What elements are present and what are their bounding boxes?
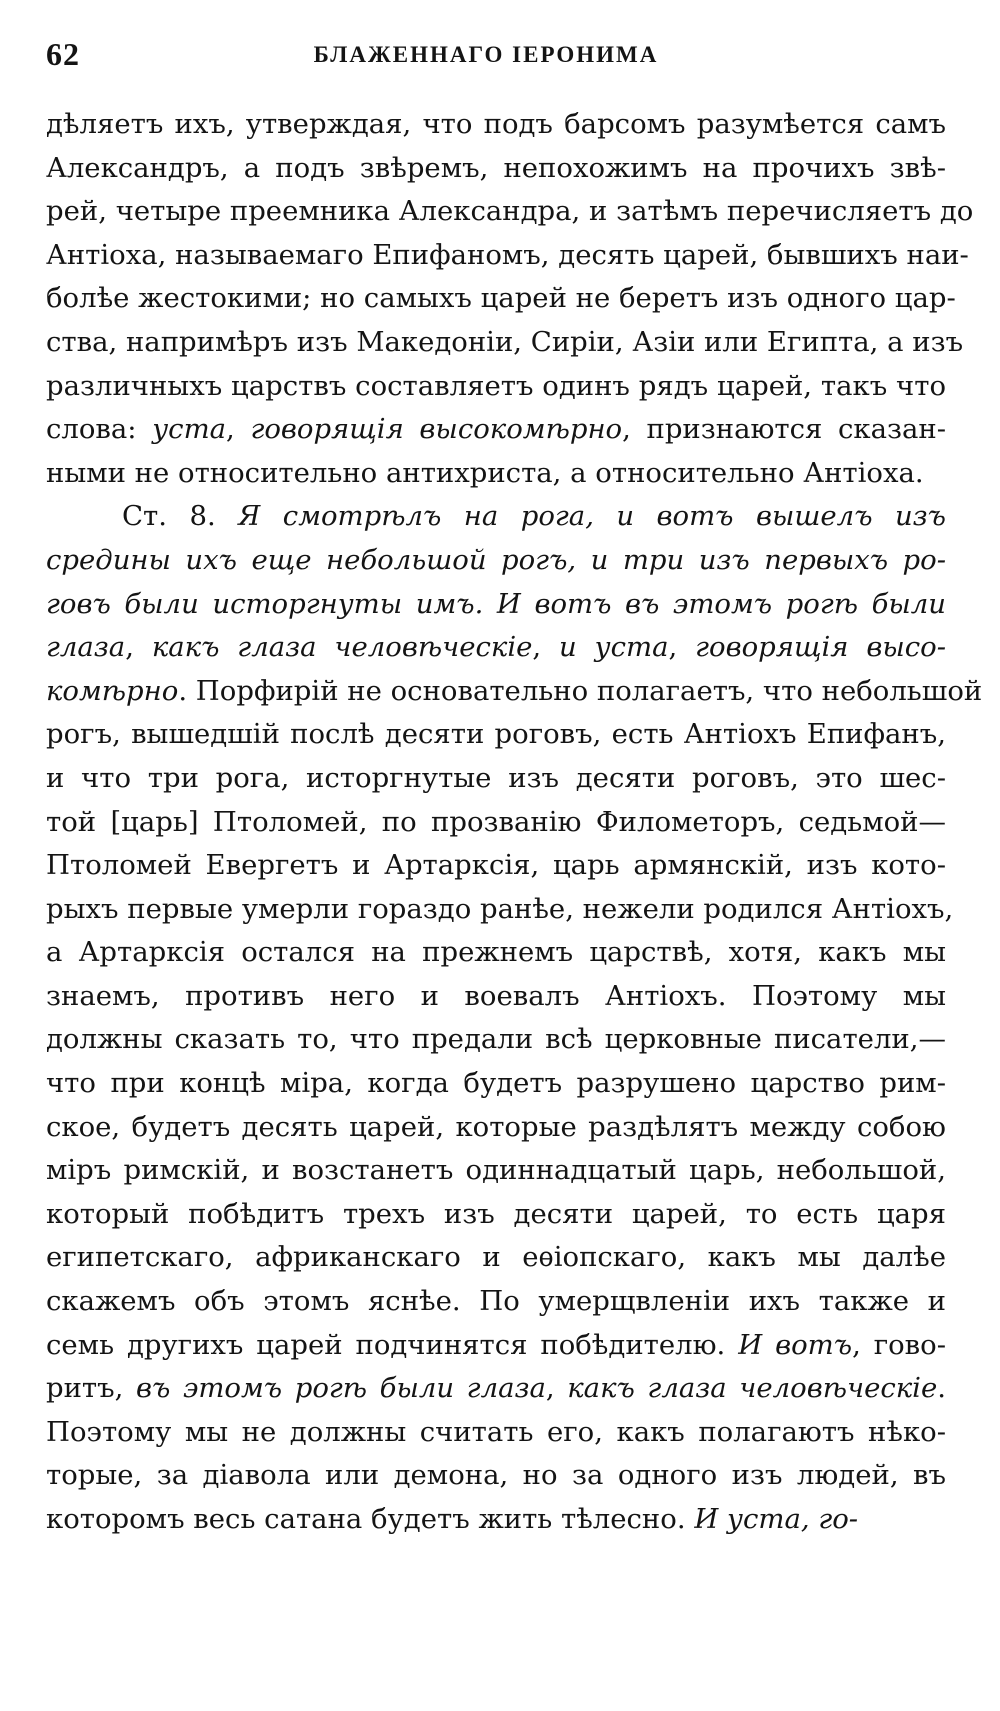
text-run: болѣе жестокими; но самыхъ царей не беретъ изъ одного цар-	[46, 282, 956, 315]
text-line	[46, 1236, 946, 1280]
text-line	[46, 757, 946, 801]
text-line	[46, 1367, 946, 1411]
text-run: ства, напримѣръ изъ Македоніи, Сиріи, Азіи или Египта, а изъ	[46, 325, 964, 358]
text-run: , признаются сказан-	[622, 413, 947, 446]
text-line	[46, 408, 946, 452]
text-line	[46, 626, 946, 670]
text-line	[46, 365, 946, 409]
text-run: что при концѣ міра, когда будетъ разрушено царство рим-	[46, 1067, 946, 1100]
text-run: рогъ, вышедшій послѣ десяти роговъ, есть Антіохъ Епифанъ,	[46, 718, 946, 751]
text-line	[46, 1149, 946, 1193]
text-run: различныхъ царствъ составляетъ одинъ рядъ царей, такъ что	[46, 369, 946, 402]
text-line	[46, 844, 946, 888]
text-run: , гово-	[852, 1328, 947, 1361]
italic-text: говорящія высо-	[695, 631, 947, 664]
text-run: . Порфирій не основательно полагаетъ, что небольшой	[178, 674, 983, 707]
italic-text: комѣрно	[46, 674, 179, 707]
text-run: ными не относительно антихриста, а относительно Антіоха.	[46, 456, 924, 489]
text-run: ,	[125, 631, 152, 664]
text-line	[46, 583, 946, 627]
text-line	[46, 1324, 946, 1368]
text-run: Птоломей Евергетъ и Артарксія, царь армянскій, изъ кото-	[46, 849, 946, 882]
text-run: скажемъ объ этомъ яснѣе. По умерщвленіи ихъ также и	[46, 1285, 946, 1318]
text-run: той [царь] Птоломей, по прозванію Филометоръ, седьмой—	[46, 805, 946, 838]
italic-text: , го-	[800, 1503, 859, 1535]
text-run: дѣляетъ ихъ, утверждая, что подъ барсомъ разумѣется самъ	[46, 108, 946, 140]
text-line	[46, 1498, 946, 1542]
text-line	[46, 1018, 946, 1062]
text-line	[46, 190, 974, 234]
italic-text: уста	[152, 413, 227, 446]
text-line	[46, 1193, 946, 1237]
text-line	[46, 931, 946, 975]
text-run: Александръ, а подъ звѣремъ, непохожимъ на прочихъ звѣ-	[46, 151, 946, 184]
text-line	[46, 713, 946, 757]
page-header	[46, 36, 926, 76]
text-line	[46, 1454, 946, 1498]
italic-text: и уста	[559, 631, 669, 664]
text-line	[46, 234, 969, 278]
italic-text: какъ глаза человѣческіе	[151, 631, 533, 664]
text-run: должны сказать то, что предали всѣ церковные писатели,—	[46, 1023, 946, 1056]
text-line	[46, 1411, 946, 1455]
italic-text: И вотъ	[738, 1328, 853, 1361]
running-title: БЛАЖЕННАГО ІЕРОНИМА	[313, 42, 659, 67]
text-line	[46, 452, 946, 496]
text-run: которомъ весь сатана будетъ жить тѣлесно.	[46, 1503, 695, 1535]
text-line	[46, 495, 946, 539]
text-line	[46, 147, 946, 191]
page-number: 62	[46, 36, 80, 72]
text-run: ,	[226, 413, 251, 446]
text-run: который побѣдитъ трехъ изъ десяти царей, то есть царя	[46, 1197, 946, 1230]
italic-text: И уста	[694, 1503, 801, 1535]
text-run: слова:	[46, 413, 153, 446]
italic-text: въ этомъ рогѣ были глаза	[136, 1372, 546, 1405]
text-run: ритъ,	[46, 1372, 136, 1405]
text-run: ,	[545, 1372, 568, 1405]
text-run: рей, четыре преемника Александра, и затѣмъ перечисляетъ до	[46, 195, 974, 228]
text-run: знаемъ, противъ него и воевалъ Антіохъ. Поэтому мы	[46, 979, 946, 1012]
text-run: міръ римскій, и возстанетъ одиннадцатый царь, небольшой,	[46, 1154, 946, 1187]
italic-text: говъ были исторгнуты имъ. И вотъ въ этомъ рогѣ были	[46, 587, 946, 620]
text-run: ,	[668, 631, 696, 664]
text-run: Поэтому мы не должны считать его, какъ полагаютъ нѣко-	[46, 1415, 946, 1448]
italic-text: глаза	[46, 631, 126, 664]
text-line	[46, 801, 946, 845]
text-line	[46, 670, 983, 714]
text-run: семь другихъ царей подчинятся побѣдителю.	[46, 1328, 739, 1361]
text-run: Ст. 8.	[122, 500, 239, 533]
text-line	[46, 1106, 946, 1150]
text-line	[46, 1280, 946, 1324]
italic-text: говорящія высокомѣрно	[250, 413, 623, 446]
text-run: Антіоха, называемаго Епифаномъ, десять царей, бывшихъ наи-	[46, 238, 969, 271]
text-run: ,	[532, 631, 560, 664]
text-run: и что три рога, исторгнутые изъ десяти роговъ, это шес-	[46, 761, 946, 794]
text-line	[46, 103, 946, 147]
text-line	[46, 1062, 946, 1106]
text-run: а Артарксія остался на прежнемъ царствѣ, хотя, какъ мы	[46, 936, 946, 969]
text-run: египетскаго, африканскаго и еѳіопскаго, какъ мы далѣе	[46, 1241, 946, 1274]
text-line	[46, 277, 956, 321]
text-line	[46, 321, 964, 365]
text-run: рыхъ первые умерли гораздо ранѣе, нежели родился Антіохъ,	[46, 892, 954, 925]
italic-text: средины ихъ еще небольшой рогъ, и три изъ первыхъ ро-	[46, 543, 946, 576]
text-line	[46, 539, 946, 583]
text-line	[46, 888, 954, 932]
body-text	[46, 103, 983, 1542]
italic-text: Я смотрѣлъ на рога, и вотъ вышелъ изъ	[238, 500, 947, 533]
text-run: торые, за діавола или демона, но за одного изъ людей, въ	[46, 1459, 946, 1492]
text-run: ское, будетъ десять царей, которые раздѣлятъ между собою	[46, 1110, 946, 1143]
italic-text: какъ глаза человѣческіе	[567, 1372, 938, 1405]
text-line	[46, 975, 946, 1019]
text-run: .	[937, 1372, 946, 1405]
